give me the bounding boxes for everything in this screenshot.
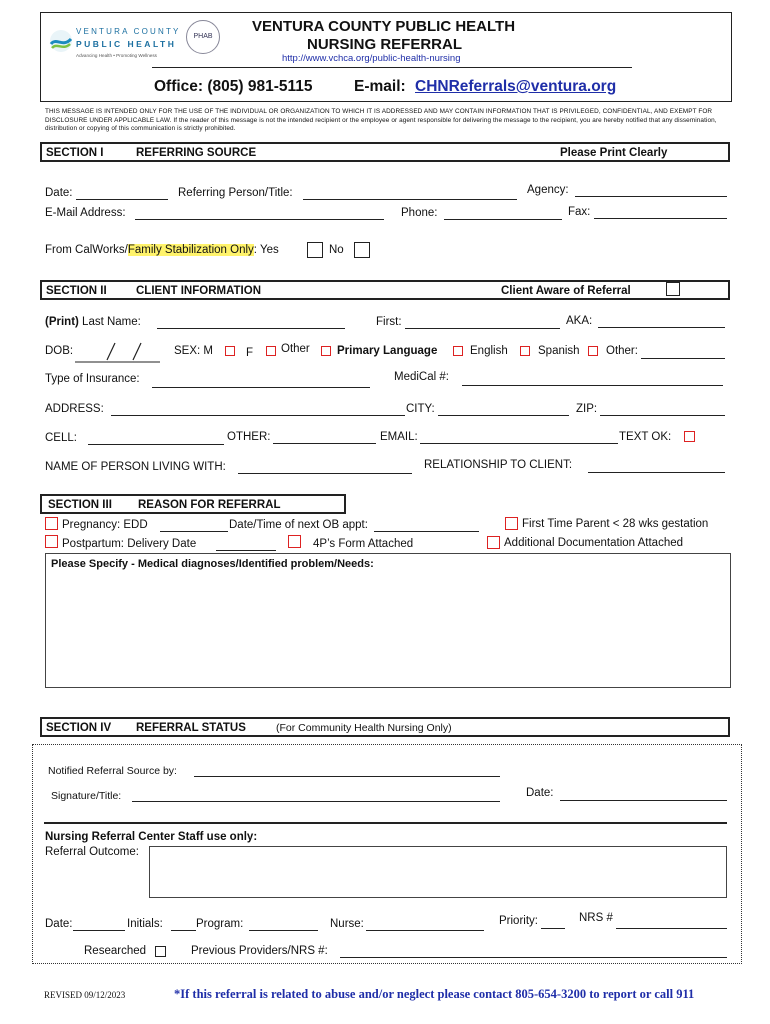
primary-language-label: Primary Language: [337, 345, 438, 357]
ref-fax-field[interactable]: [594, 218, 727, 219]
client-aware-checkbox[interactable]: [666, 282, 680, 296]
next-ob-field[interactable]: [374, 531, 479, 532]
sex-other-checkbox[interactable]: [321, 346, 331, 356]
revised-date: REVISED 09/12/2023: [44, 990, 126, 1000]
medical-field[interactable]: [462, 385, 723, 386]
program-label: Program:: [196, 918, 244, 930]
additional-docs-checkbox[interactable]: [487, 536, 500, 549]
abuse-notice: *If this referral is related to abuse and/or neglect please contact 805-654-3200 to report or call 911: [174, 987, 695, 1001]
cell-label: CELL:: [45, 432, 77, 444]
section3-title: REASON FOR REFERRAL: [138, 499, 281, 511]
ref-email-field[interactable]: [135, 219, 384, 220]
priority-field[interactable]: [541, 928, 565, 929]
section4-note: (For Community Health Nursing Only): [276, 722, 452, 734]
ref-date-field[interactable]: [76, 199, 168, 200]
spanish-label: Spanish: [538, 345, 580, 357]
staff-date-field[interactable]: [73, 930, 125, 931]
sex-f-label: F: [246, 347, 254, 359]
medical-label: MediCal #:: [394, 371, 449, 383]
signature-label: Signature/Title:: [51, 790, 122, 802]
zip-label: ZIP:: [576, 403, 598, 415]
logo-line1: VENTURA COUNTY: [76, 27, 181, 36]
nrs-label: NRS #: [579, 912, 613, 924]
staff-date-label: Date:: [45, 918, 73, 930]
zip-field[interactable]: [600, 415, 725, 416]
ref-email-label: E-Mail Address:: [45, 207, 126, 219]
client-aware-label: Client Aware of Referral: [501, 285, 631, 297]
dob-slashes-icon: [75, 340, 160, 364]
print-emphasis: (Print): [45, 316, 79, 328]
phab-seal-text: PHAB: [193, 33, 213, 40]
relationship-field[interactable]: [588, 472, 725, 473]
initials-label: Initials:: [127, 918, 163, 930]
email-link[interactable]: CHNReferrals@ventura.org: [415, 78, 617, 95]
agency-field[interactable]: [575, 196, 727, 197]
specify-label: Please Specify - Medical diagnoses/Identified problem/Needs:: [51, 558, 374, 570]
status-date-label: Date:: [526, 787, 554, 799]
calworks-no-checkbox[interactable]: [354, 242, 370, 258]
section1-number: SECTION I: [46, 147, 104, 159]
section4-title: REFERRAL STATUS: [136, 722, 246, 734]
english-checkbox[interactable]: [453, 346, 463, 356]
english-label: English: [470, 345, 508, 357]
first-name-label: First:: [376, 316, 402, 328]
referring-person-field[interactable]: [303, 199, 517, 200]
researched-checkbox[interactable]: [155, 946, 166, 957]
address-field[interactable]: [111, 415, 405, 416]
last-name-field[interactable]: [157, 328, 345, 329]
calworks-suffix: : Yes: [253, 244, 279, 256]
ref-phone-label: Phone:: [401, 207, 438, 219]
living-with-label: NAME OF PERSON LIVING WITH:: [45, 461, 226, 473]
program-field[interactable]: [249, 930, 318, 931]
print-clearly-note: Please Print Clearly: [560, 147, 668, 159]
first-time-parent-label: First Time Parent < 28 wks gestation: [522, 518, 709, 530]
specify-box[interactable]: [45, 553, 731, 688]
sex-m-checkbox[interactable]: [225, 346, 235, 356]
form-title-line1: VENTURA COUNTY PUBLIC HEALTH: [252, 18, 516, 35]
section2-title: CLIENT INFORMATION: [136, 285, 261, 297]
section3-number: SECTION III: [48, 499, 112, 511]
header-divider: [152, 67, 632, 68]
additional-docs-label: Additional Documentation Attached: [504, 537, 684, 549]
city-field[interactable]: [438, 415, 569, 416]
last-name-text: Last Name:: [78, 316, 141, 328]
sex-f-checkbox[interactable]: [266, 346, 276, 356]
client-email-field[interactable]: [420, 443, 618, 444]
cell-field[interactable]: [88, 444, 224, 445]
family-stabilization-highlight: Family Stabilization Only: [127, 244, 254, 256]
first-time-parent-checkbox[interactable]: [505, 517, 518, 530]
first-name-field[interactable]: [405, 328, 560, 329]
form-title-line2: NURSING REFERRAL: [307, 36, 463, 53]
ref-date-label: Date:: [45, 187, 73, 199]
insurance-field[interactable]: [152, 387, 370, 388]
phab-seal: [186, 20, 220, 54]
section4-number: SECTION IV: [46, 722, 112, 734]
notified-label: Notified Referral Source by:: [48, 765, 177, 777]
confidentiality-disclaimer: THIS MESSAGE IS INTENDED ONLY FOR THE USE OF THE INDIVIDUAL OR ORGANIZATION TO WHICH IT IS ADDRESSED AND MAY CONTAIN INFORMATION THAT IS PRIVILEGED, CONFIDENTIAL, AND EXEMPT FOR DISCLOSURE UNDER APPLICABLE LAW. If the reader of this message is not the intended recipient or the employee or agent responsible for delivering the message to the recipient, you are hereby notified that any dissemination, distribution or copying of this communication is strictly prohibited.: [45, 108, 717, 133]
ref-phone-field[interactable]: [444, 219, 562, 220]
outcome-label: Referral Outcome:: [45, 846, 139, 858]
priority-label: Priority:: [499, 915, 538, 927]
calworks-label: [45, 244, 279, 256]
aka-field[interactable]: [598, 327, 725, 328]
insurance-label: Type of Insurance:: [45, 373, 140, 385]
dob-label: DOB:: [45, 345, 74, 357]
section1-header: [40, 142, 730, 162]
nurse-field[interactable]: [366, 930, 484, 931]
section2-header: [40, 280, 730, 300]
calworks-no-label: No: [329, 244, 344, 256]
text-ok-checkbox[interactable]: [684, 431, 695, 442]
website-link[interactable]: http://www.vchca.org/public-health-nursing: [282, 53, 461, 64]
status-date-field[interactable]: [560, 800, 727, 801]
calworks-yes-checkbox[interactable]: [307, 242, 323, 258]
nurse-label: Nurse:: [330, 918, 364, 930]
text-ok-label: TEXT OK:: [619, 431, 672, 443]
notified-field[interactable]: [194, 776, 500, 777]
living-with-field[interactable]: [238, 473, 412, 474]
last-name-label: [45, 316, 141, 328]
calworks-prefix: From CalWorks/: [45, 244, 128, 256]
office-phone: Office: (805) 981-5115: [154, 78, 313, 95]
staff-divider: [44, 822, 727, 824]
initials-field[interactable]: [171, 930, 196, 931]
staff-use-heading: Nursing Referral Center Staff use only:: [45, 831, 258, 843]
four-p-checkbox[interactable]: [288, 535, 301, 548]
four-p-label: 4P’s Form Attached: [313, 538, 414, 550]
agency-label: Agency:: [527, 184, 569, 196]
city-label: CITY:: [406, 403, 435, 415]
ref-fax-label: Fax:: [568, 206, 591, 218]
previous-providers-label: Previous Providers/NRS #:: [191, 945, 328, 957]
other-phone-field[interactable]: [273, 443, 376, 444]
relationship-label: RELATIONSHIP TO CLIENT:: [424, 459, 573, 471]
other-language-field[interactable]: [641, 358, 725, 359]
researched-label: Researched: [84, 945, 147, 957]
spanish-checkbox[interactable]: [520, 346, 530, 356]
vcph-logo: [48, 24, 181, 68]
edd-field[interactable]: [160, 531, 228, 532]
section2-number: SECTION II: [46, 285, 107, 297]
logo-tagline: Advancing Health • Promoting Wellness: [76, 53, 157, 58]
address-label: ADDRESS:: [45, 403, 104, 415]
section4-header: [40, 717, 730, 737]
sex-m-label: SEX: M: [174, 345, 213, 357]
nrs-field[interactable]: [616, 928, 727, 929]
postpartum-label: Postpartum: Delivery Date: [62, 538, 197, 550]
logo-line2: PUBLIC HEALTH: [76, 39, 177, 49]
sex-other-label: Other: [281, 343, 310, 355]
outcome-box[interactable]: [149, 846, 727, 898]
client-email-label: EMAIL:: [380, 431, 418, 443]
next-ob-label: Date/Time of next OB appt:: [229, 519, 368, 531]
dob-field[interactable]: [75, 340, 160, 364]
pregnancy-checkbox[interactable]: [45, 517, 58, 530]
referring-person-label: Referring Person/Title:: [178, 187, 293, 199]
pregnancy-label: Pregnancy: EDD: [62, 519, 148, 531]
section1-title: REFERRING SOURCE: [136, 147, 257, 159]
previous-providers-field[interactable]: [340, 957, 727, 958]
other-language-label: Other:: [606, 345, 638, 357]
logo-wave-icon: [48, 28, 74, 54]
postpartum-checkbox[interactable]: [45, 535, 58, 548]
signature-field[interactable]: [132, 801, 500, 802]
section3-header: [40, 494, 346, 514]
other-phone-label: OTHER:: [227, 431, 271, 443]
email-label: E-mail:: [354, 78, 406, 95]
other-language-checkbox[interactable]: [588, 346, 598, 356]
aka-label: AKA:: [566, 315, 593, 327]
delivery-date-field[interactable]: [216, 550, 276, 551]
